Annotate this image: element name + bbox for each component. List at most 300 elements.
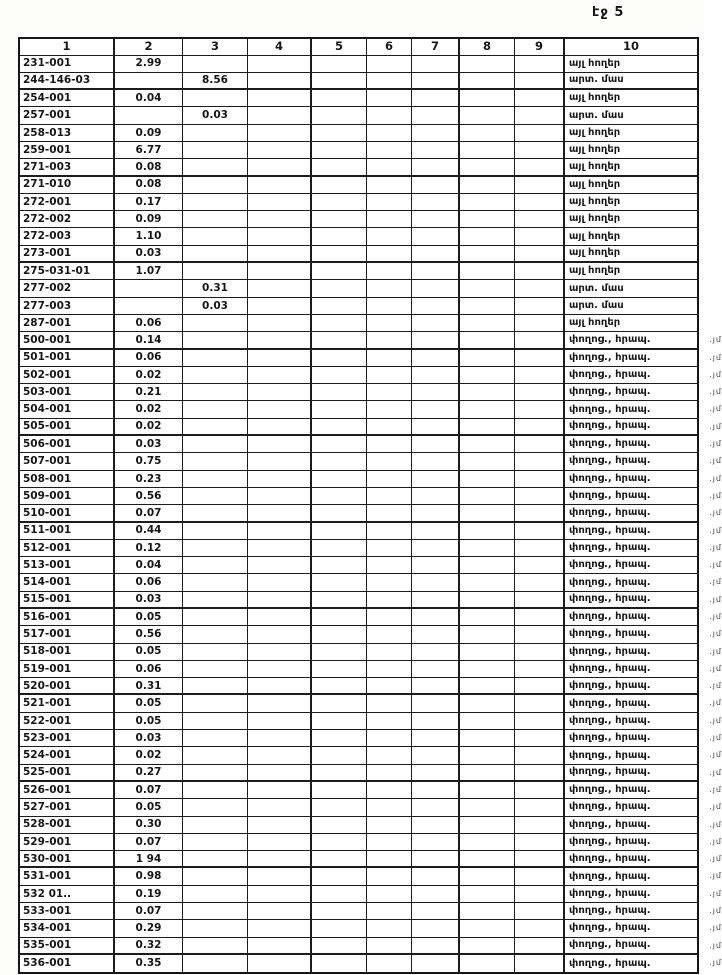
cell-col6-empty: [367, 817, 412, 833]
cell-col8-empty: [460, 644, 515, 660]
cell-col4-empty: [248, 955, 312, 972]
cell-col4-empty: [248, 678, 312, 693]
cell-col5-empty: [312, 505, 367, 520]
cell-col3-area: [183, 332, 248, 347]
cell-col3-area: [183, 350, 248, 366]
cell-col2-area: 0.32: [115, 938, 183, 953]
cell-col7-empty: [412, 851, 460, 866]
cell-col5-empty: [312, 799, 367, 815]
cell-parcel-code: 529-001: [20, 834, 115, 850]
cell-col2-area: 0.31: [115, 678, 183, 693]
cell-col7-empty: [412, 592, 460, 607]
cell-col6-empty: [367, 401, 412, 417]
cell-col5-empty: [312, 817, 367, 833]
cell-col7-empty: [412, 799, 460, 815]
cell-col2-area: 0.56: [115, 626, 183, 642]
cell-land-category: փողոց., հրապ.: [569, 541, 651, 553]
cell-col6-empty: [367, 228, 412, 244]
cell-col5-empty: [312, 471, 367, 487]
table-row: [20, 626, 722, 643]
margin-scan-mark: .յմ: [709, 854, 722, 864]
cell-land-category: այլ հողեր: [569, 247, 621, 259]
table-row: [20, 817, 722, 834]
cell-col3-area: [183, 765, 248, 780]
cell-col5-empty: [312, 540, 367, 556]
cell-col3-area: [183, 488, 248, 504]
cell-col8-empty: [460, 782, 515, 798]
cell-land-category: այլ հողեր: [569, 265, 621, 277]
cell-parcel-code: 275-031-01: [20, 263, 115, 279]
cell-parcel-code: 254-001: [20, 90, 115, 106]
cell-parcel-code: 271-003: [20, 159, 115, 174]
cell-parcel-code: 516-001: [20, 609, 115, 625]
cell-col4-empty: [248, 194, 312, 210]
cell-col9-empty: [515, 574, 565, 590]
cell-land-category: փողոց., հրապ.: [569, 386, 651, 398]
cell-col9-empty: [515, 903, 565, 919]
cell-col8-empty: [460, 747, 515, 763]
cell-col7-empty: [412, 609, 460, 625]
cell-col5-empty: [312, 315, 367, 331]
header-cell-col9: 9: [515, 39, 565, 55]
cell-col8-empty: [460, 401, 515, 417]
cell-col3-area: [183, 574, 248, 590]
cell-parcel-code: 525-001: [20, 765, 115, 780]
cell-parcel-code: 514-001: [20, 574, 115, 590]
header-cell-col8: 8: [460, 39, 515, 55]
cell-land-category: փողոց., հրապ.: [569, 836, 651, 847]
cell-col9-empty: [515, 73, 565, 88]
cell-parcel-code: 523-001: [20, 730, 115, 746]
cell-col8-empty: [460, 713, 515, 729]
cell-col2-area: 0.04: [115, 90, 183, 106]
cell-land-category: փողոց., հրապ.: [569, 939, 651, 951]
cell-land-category: փողոց., հրապ.: [569, 714, 651, 726]
table-row: [20, 436, 722, 453]
cell-col8-empty: [460, 730, 515, 746]
cell-col3-area: [183, 228, 248, 244]
table-row: [20, 834, 722, 851]
cell-land-category: փողոց., հրապ.: [569, 697, 651, 709]
cell-land-category: փողոց., հրապ.: [569, 593, 651, 605]
cell-col7-empty: [412, 903, 460, 919]
cell-col3-area: [183, 367, 248, 383]
cell-col4-empty: [248, 782, 312, 798]
margin-scan-mark: .յմ: [709, 957, 722, 967]
cell-land-category: այլ հողեր: [569, 230, 621, 242]
cell-col2-area: [115, 107, 183, 123]
cell-col8-empty: [460, 228, 515, 244]
cell-col7-empty: [412, 453, 460, 469]
cell-col6-empty: [367, 505, 412, 520]
cell-col7-empty: [412, 713, 460, 729]
cell-col2-area: 0.05: [115, 609, 183, 625]
cell-col9-empty: [515, 678, 565, 693]
cell-col5-empty: [312, 574, 367, 590]
cell-col9-empty: [515, 609, 565, 625]
cell-parcel-code: 244-146-03: [20, 73, 115, 88]
cell-col8-empty: [460, 177, 515, 193]
cell-col6-empty: [367, 453, 412, 469]
table-row: [20, 298, 697, 315]
cell-col3-area: [183, 868, 248, 884]
cell-col4-empty: [248, 626, 312, 642]
cell-parcel-code: 513-001: [20, 557, 115, 573]
cell-col5-empty: [312, 955, 367, 972]
margin-scan-mark: .յմ: [709, 767, 722, 777]
cell-col2-area: 1.07: [115, 263, 183, 279]
table-row: [20, 713, 722, 730]
cell-col4-empty: [248, 920, 312, 936]
cell-col7-empty: [412, 782, 460, 798]
cell-land-category: փողոց., հրապ.: [569, 333, 651, 345]
cell-col4-empty: [248, 644, 312, 660]
cell-col9-empty: [515, 384, 565, 400]
cell-col8-empty: [460, 56, 515, 72]
cell-parcel-code: 522-001: [20, 713, 115, 729]
cell-parcel-code: 533-001: [20, 903, 115, 919]
cell-parcel-code: 277-003: [20, 298, 115, 314]
margin-scan-mark: .յմ: [709, 508, 722, 518]
cell-col4-empty: [248, 574, 312, 590]
margin-scan-mark: .յմ: [709, 421, 722, 431]
cell-col5-empty: [312, 125, 367, 141]
cell-col3-area: [183, 142, 248, 158]
cell-col7-empty: [412, 246, 460, 261]
cell-col6-empty: [367, 194, 412, 210]
margin-scan-mark: .յմ: [709, 473, 722, 483]
cell-land-category: արտ. մաս: [569, 109, 624, 121]
cell-col8-empty: [460, 488, 515, 504]
cell-parcel-code: 520-001: [20, 678, 115, 693]
cell-col2-area: 0.09: [115, 211, 183, 227]
table-row: [20, 730, 722, 747]
cell-col7-empty: [412, 263, 460, 279]
cell-col2-area: 0.03: [115, 246, 183, 261]
table-row: [20, 886, 722, 903]
table-row: [20, 228, 697, 245]
cell-col6-empty: [367, 280, 412, 296]
cell-col7-empty: [412, 540, 460, 556]
cell-col4-empty: [248, 350, 312, 366]
page-number-label: էջ 5: [592, 5, 625, 20]
cell-col4-empty: [248, 471, 312, 487]
cell-col3-area: [183, 453, 248, 469]
cell-col5-empty: [312, 488, 367, 504]
cell-col6-empty: [367, 592, 412, 607]
cell-land-category: փողոց., հրապ.: [569, 852, 651, 864]
cell-col7-empty: [412, 678, 460, 693]
cell-col6-empty: [367, 56, 412, 72]
cell-col4-empty: [248, 747, 312, 763]
cell-col3-area: [183, 471, 248, 487]
cell-col8-empty: [460, 938, 515, 953]
cell-col7-empty: [412, 315, 460, 331]
cell-land-category: այլ հողեր: [569, 126, 621, 138]
cell-col9-empty: [515, 868, 565, 884]
land-register-table: [18, 37, 722, 974]
cell-parcel-code: 287-001: [20, 315, 115, 331]
cell-parcel-code: 528-001: [20, 817, 115, 833]
cell-col6-empty: [367, 765, 412, 780]
cell-col5-empty: [312, 453, 367, 469]
margin-scan-mark: .յմ: [709, 819, 722, 829]
cell-col3-area: [183, 523, 248, 539]
cell-parcel-code: 510-001: [20, 505, 115, 520]
cell-land-category: փողոց., հրապ.: [569, 922, 651, 934]
cell-parcel-code: 518-001: [20, 644, 115, 660]
cell-col8-empty: [460, 298, 515, 314]
cell-land-category: արտ. մաս: [569, 282, 624, 294]
cell-col7-empty: [412, 920, 460, 936]
table-row: [20, 471, 722, 488]
table-row: [20, 315, 697, 332]
cell-col9-empty: [515, 401, 565, 417]
cell-land-category: փողոց., հրապ.: [569, 905, 651, 917]
cell-col8-empty: [460, 211, 515, 227]
cell-col5-empty: [312, 177, 367, 193]
table-row: [20, 419, 722, 436]
cell-col7-empty: [412, 401, 460, 417]
cell-land-category: փողոց., հրապ.: [569, 438, 651, 450]
cell-col7-empty: [412, 765, 460, 780]
header-cell-col4: 4: [248, 39, 312, 55]
cell-col5-empty: [312, 592, 367, 607]
cell-col3-area: [183, 609, 248, 625]
margin-scan-mark: .յմ: [709, 612, 722, 621]
cell-land-category: փողոց., հրապ.: [569, 749, 651, 761]
cell-col2-area: 0.06: [115, 661, 183, 677]
cell-land-category: փողոց., հրապ.: [569, 679, 651, 691]
cell-col7-empty: [412, 834, 460, 850]
cell-col8-empty: [460, 886, 515, 902]
cell-col4-empty: [248, 903, 312, 919]
cell-parcel-code: 231-001: [20, 56, 115, 72]
cell-col6-empty: [367, 488, 412, 504]
cell-parcel-code: 524-001: [20, 747, 115, 763]
cell-parcel-code: 259-001: [20, 142, 115, 158]
cell-land-category: փողոց., հրապ.: [569, 524, 651, 536]
cell-col2-area: 0.35: [115, 955, 183, 972]
cell-land-category: փողոց., հրապ.: [569, 628, 651, 640]
cell-col5-empty: [312, 886, 367, 902]
cell-col3-area: [183, 177, 248, 193]
cell-col4-empty: [248, 817, 312, 833]
cell-col3-area: [183, 713, 248, 729]
cell-col7-empty: [412, 626, 460, 642]
cell-col4-empty: [248, 799, 312, 815]
margin-scan-mark: .յմ: [709, 733, 722, 743]
cell-land-category: այլ հողեր: [569, 144, 621, 156]
margin-scan-mark: .յմ: [709, 490, 722, 500]
cell-col9-empty: [515, 730, 565, 746]
cell-col5-empty: [312, 730, 367, 746]
cell-col6-empty: [367, 142, 412, 158]
cell-land-category: այլ հողեր: [569, 160, 621, 172]
cell-col2-area: 0.44: [115, 523, 183, 539]
cell-col2-area: 0.09: [115, 125, 183, 141]
cell-col4-empty: [248, 419, 312, 434]
table-row: [20, 765, 722, 782]
cell-col6-empty: [367, 713, 412, 729]
cell-col9-empty: [515, 246, 565, 261]
cell-col3-area: [183, 799, 248, 815]
cell-col3-area: [183, 817, 248, 833]
cell-col5-empty: [312, 350, 367, 366]
cell-parcel-code: 257-001: [20, 107, 115, 123]
cell-col6-empty: [367, 938, 412, 953]
cell-col9-empty: [515, 350, 565, 366]
cell-col4-empty: [248, 315, 312, 331]
cell-col7-empty: [412, 107, 460, 123]
cell-col6-empty: [367, 315, 412, 331]
cell-col4-empty: [248, 436, 312, 452]
cell-col8-empty: [460, 332, 515, 347]
cell-col6-empty: [367, 644, 412, 660]
cell-parcel-code: 272-002: [20, 211, 115, 227]
cell-col2-area: 0.07: [115, 903, 183, 919]
table-row: [20, 695, 722, 712]
cell-col7-empty: [412, 557, 460, 573]
cell-col9-empty: [515, 367, 565, 383]
cell-col9-empty: [515, 920, 565, 936]
cell-col3-area: [183, 540, 248, 556]
cell-col7-empty: [412, 488, 460, 504]
cell-col2-area: 0.05: [115, 695, 183, 711]
cell-land-category: այլ հողեր: [569, 196, 621, 208]
table-row: [20, 194, 697, 211]
cell-col9-empty: [515, 661, 565, 677]
cell-col6-empty: [367, 436, 412, 452]
cell-col3-area: [183, 955, 248, 972]
cell-col4-empty: [248, 107, 312, 123]
cell-col7-empty: [412, 886, 460, 902]
margin-scan-mark: .յմ: [709, 387, 722, 397]
cell-col7-empty: [412, 868, 460, 884]
cell-col6-empty: [367, 747, 412, 763]
cell-col2-area: 0.98: [115, 868, 183, 884]
cell-col7-empty: [412, 367, 460, 383]
table-row: [20, 90, 697, 107]
cell-land-category: փողոց., հրապ.: [569, 490, 651, 502]
cell-col3-area: [183, 920, 248, 936]
cell-parcel-code: 507-001: [20, 453, 115, 469]
cell-land-category: փողոց., հրապ.: [569, 472, 651, 484]
cell-col9-empty: [515, 315, 565, 331]
cell-parcel-code: 527-001: [20, 799, 115, 815]
cell-col3-area: [183, 626, 248, 642]
cell-col3-area: [183, 315, 248, 331]
cell-land-category: փողոց., հրապ.: [569, 420, 651, 432]
cell-col3-area: [183, 644, 248, 660]
cell-col6-empty: [367, 419, 412, 434]
margin-scan-mark: .յմ: [709, 715, 722, 725]
cell-col4-empty: [248, 938, 312, 953]
cell-land-category: փողոց., հրապ.: [569, 351, 651, 363]
cell-col9-empty: [515, 488, 565, 504]
table-row: [20, 73, 697, 90]
cell-col7-empty: [412, 142, 460, 158]
cell-col5-empty: [312, 782, 367, 798]
cell-col4-empty: [248, 540, 312, 556]
cell-col9-empty: [515, 419, 565, 434]
cell-col8-empty: [460, 436, 515, 452]
cell-parcel-code: 501-001: [20, 350, 115, 366]
cell-land-category: փողոց., հրապ.: [569, 506, 651, 518]
cell-parcel-code: 277-002: [20, 280, 115, 296]
cell-land-category: փողոց., հրապ.: [569, 645, 651, 657]
table-row: [20, 920, 722, 937]
cell-col2-area: 0.08: [115, 159, 183, 174]
cell-parcel-code: 511-001: [20, 523, 115, 539]
cell-col3-area: [183, 90, 248, 106]
cell-parcel-code: 531-001: [20, 868, 115, 884]
cell-col4-empty: [248, 695, 312, 711]
cell-col4-empty: [248, 868, 312, 884]
cell-land-category: փողոց., հրապ.: [569, 455, 651, 467]
cell-col4-empty: [248, 73, 312, 88]
cell-col8-empty: [460, 142, 515, 158]
cell-land-category: փողոց., հրապ.: [569, 732, 651, 744]
cell-col6-empty: [367, 211, 412, 227]
header-cell-col3: 3: [183, 39, 248, 55]
cell-col2-area: 0.04: [115, 557, 183, 573]
cell-col2-area: 0.03: [115, 436, 183, 452]
cell-col2-area: [115, 73, 183, 88]
cell-col6-empty: [367, 626, 412, 642]
cell-col7-empty: [412, 298, 460, 314]
cell-col3-area: [183, 125, 248, 141]
cell-col3-area: [183, 903, 248, 919]
cell-col2-area: 0.29: [115, 920, 183, 936]
cell-col8-empty: [460, 107, 515, 123]
cell-col4-empty: [248, 661, 312, 677]
table-row: [20, 332, 722, 349]
cell-col8-empty: [460, 626, 515, 642]
cell-col4-empty: [248, 246, 312, 261]
cell-parcel-code: 517-001: [20, 626, 115, 642]
cell-col3-area: 0.31: [183, 280, 248, 296]
cell-col7-empty: [412, 350, 460, 366]
cell-col5-empty: [312, 90, 367, 106]
cell-col6-empty: [367, 868, 412, 884]
cell-col5-empty: [312, 280, 367, 296]
table-row: [20, 747, 722, 764]
cell-col8-empty: [460, 695, 515, 711]
cell-col2-area: 0.14: [115, 332, 183, 347]
table-row: [20, 107, 697, 124]
cell-col5-empty: [312, 142, 367, 158]
cell-parcel-code: 504-001: [20, 401, 115, 417]
cell-land-category: փողոց., հրապ.: [569, 870, 651, 882]
cell-col7-empty: [412, 211, 460, 227]
cell-col6-empty: [367, 955, 412, 972]
cell-col8-empty: [460, 367, 515, 383]
cell-col7-empty: [412, 817, 460, 833]
cell-col2-area: 0.05: [115, 713, 183, 729]
cell-col7-empty: [412, 177, 460, 193]
cell-col4-empty: [248, 367, 312, 383]
cell-col6-empty: [367, 125, 412, 141]
cell-col9-empty: [515, 332, 565, 347]
cell-col9-empty: [515, 505, 565, 520]
cell-col9-empty: [515, 107, 565, 123]
cell-col7-empty: [412, 194, 460, 210]
cell-land-category: փողոց., հրապ.: [569, 576, 651, 588]
cell-col4-empty: [248, 56, 312, 72]
cell-col9-empty: [515, 125, 565, 141]
cell-col3-area: [183, 678, 248, 693]
